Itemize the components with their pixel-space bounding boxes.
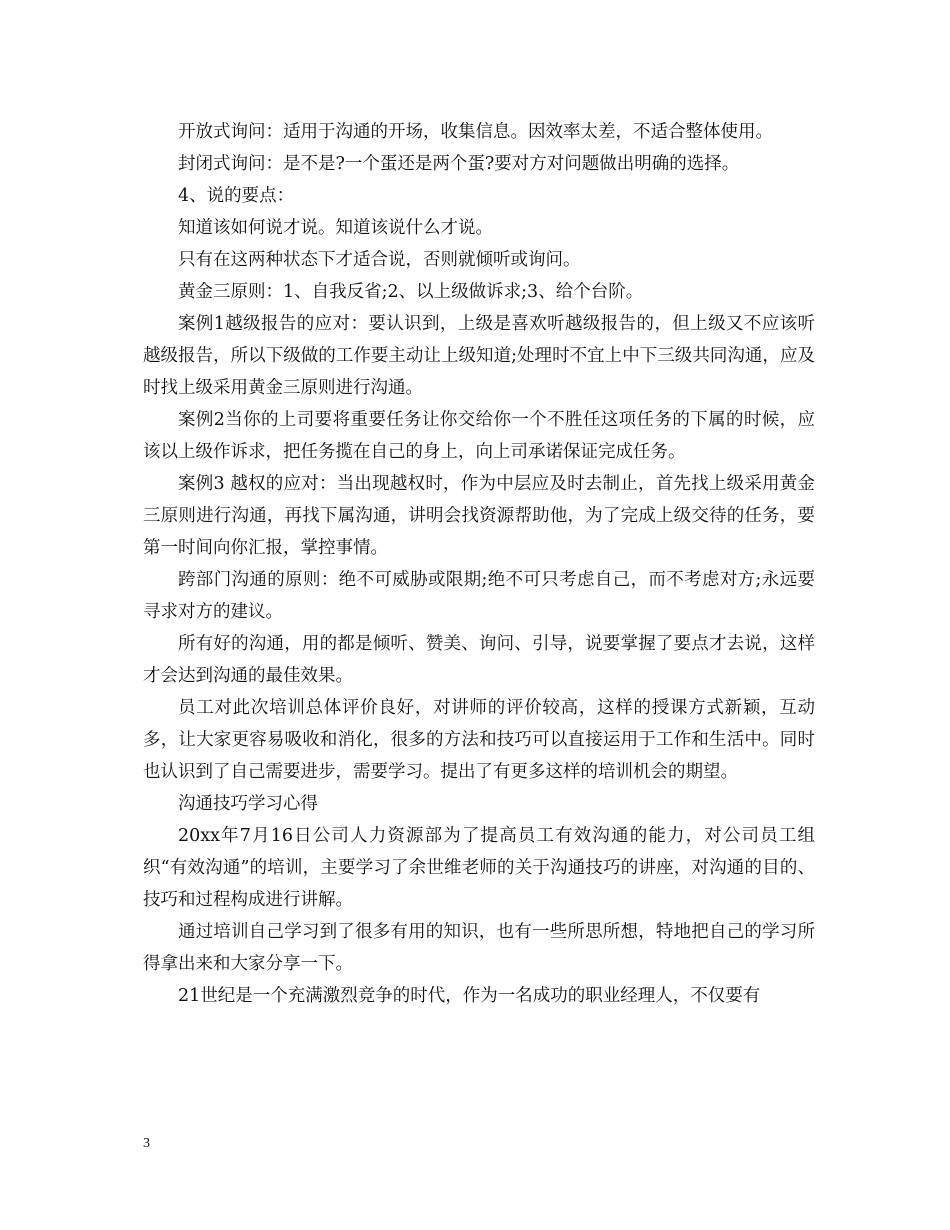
paragraph-section-title: 沟通技巧学习心得 [178, 794, 318, 814]
paragraph-good-communication: 所有好的沟通，用的都是倾听、赞美、询问、引导，说要掌握了要点才去说，这样才会达到沟通的最佳效果。 [143, 634, 815, 686]
paragraph-open-question: 开放式询问：适用于沟通的开场，收集信息。因效率太差，不适合整体使用。 [178, 122, 773, 142]
paragraph-training-intro: 20xx年7月16日公司人力资源部为了提高员工有效沟通的能力，对公司员工组织“有效沟通”的培训，主要学习了余世维老师的关于沟通技巧的讲座，对沟通的目的、技巧和过程构成进行讲解。 [143, 826, 815, 910]
paragraph-golden-rules: 黄金三原则：1、自我反省;2、以上级做诉求;3、给个台阶。 [178, 282, 644, 302]
page-number: 3 [143, 1136, 150, 1151]
paragraph-21st-century: 21世纪是一个充满激烈竞争的时代，作为一名成功的职业经理人，不仅要有 [178, 986, 761, 1006]
paragraph-closed-question: 封闭式询问：是不是?一个蛋还是两个蛋?要对方对问题做出明确的选择。 [178, 154, 740, 174]
paragraph-learning-share: 通过培训自己学习到了很多有用的知识，也有一些所思所想，特地把自己的学习所得拿出来和大家分享一下。 [143, 922, 815, 974]
paragraph-know-how: 知道该如何说才说。知道该说什么才说。 [178, 218, 493, 238]
paragraph-case-1: 案例1越级报告的应对：要认识到，上级是喜欢听越级报告的，但上级又不应该听越级报告，所以下级做的工作要主动让上级知道;处理时不宜上中下三级共同沟通，应及时找上级采用黄金三原则进行沟通。 [143, 314, 815, 398]
paragraph-case-3: 案例3 越权的应对：当出现越权时，作为中层应及时去制止，首先找上级采用黄金三原则进行沟通，再找下属沟通，讲明会找资源帮助他，为了完成上级交待的任务，要第一时间向你汇报，掌控事情。 [143, 474, 815, 558]
paragraph-speaking-points-heading: 4、说的要点： [178, 186, 295, 206]
paragraph-employee-feedback: 员工对此次培训总体评价良好，对讲师的评价较高，这样的授课方式新颖，互动多，让大家更容易吸收和消化，很多的方法和技巧可以直接运用于工作和生活中。同时也认识到了自己需要进步，需要学习。提出了有更多这样的培训机会的期望。 [143, 698, 815, 782]
paragraph-case-2: 案例2当你的上司要将重要任务让你交给你一个不胜任这项任务的下属的时候，应该以上级作诉求，把任务揽在自己的身上，向上司承诺保证完成任务。 [143, 410, 815, 462]
document-body [143, 116, 815, 1012]
paragraph-two-states: 只有在这两种状态下才适合说，否则就倾听或询问。 [178, 250, 581, 270]
paragraph-cross-department: 跨部门沟通的原则：绝不可威胁或限期;绝不可只考虑自己，而不考虑对方;永远要寻求对方的建议。 [143, 570, 815, 622]
